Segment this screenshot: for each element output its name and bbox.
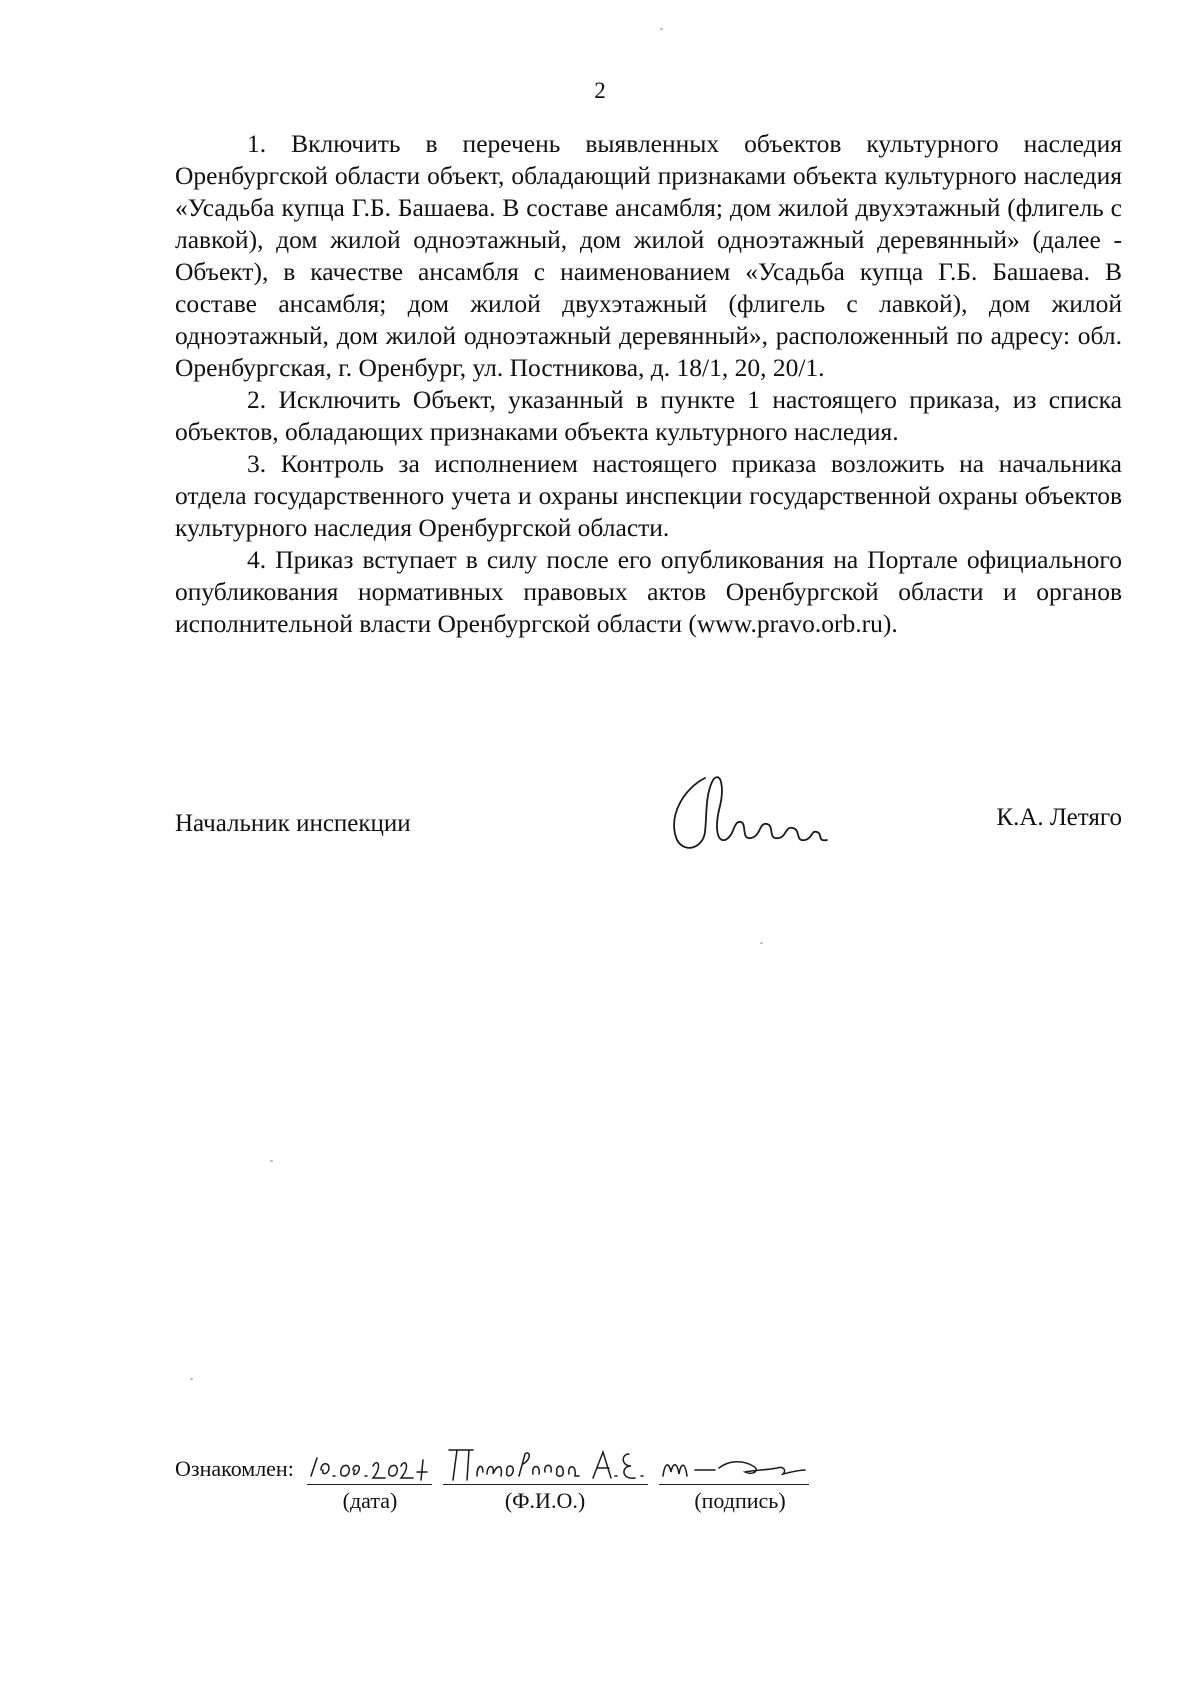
- acknowledgement-block: [175, 1436, 875, 1526]
- date-field: [307, 1436, 432, 1485]
- paragraph-3: 3. Контроль за исполнением настоящего приказа возложить на начальника отдела государственного учета и охраны инспекции государственной охраны объектов культурного наследия Оренбургской области.: [175, 449, 1122, 542]
- signature-caption: (подпись): [694, 1488, 786, 1513]
- handwritten-initials: [659, 1436, 809, 1484]
- signer-title: Начальник инспекции: [175, 810, 411, 837]
- handwritten-signature: [655, 770, 835, 860]
- date-caption: (дата): [342, 1488, 398, 1513]
- scan-speck: [760, 942, 763, 944]
- paragraph-4: 4. Приказ вступает в силу после его опубликования на Портале официального опубликования нормативных правовых актов Оренбургской области и органов исполнительной власти Оренбургской области (www.pravo.orb.ru).: [175, 545, 1122, 638]
- signer-name: К.А. Летяго: [996, 804, 1122, 831]
- acknowledgement-label: Ознакомлен:: [175, 1456, 294, 1481]
- signature-block: [175, 780, 1122, 880]
- scan-speck: [660, 28, 663, 30]
- document-body: [175, 128, 1122, 640]
- handwritten-name: [443, 1436, 648, 1484]
- name-caption: (Ф.И.О.): [504, 1488, 586, 1513]
- paragraph-1: 1. Включить в перечень выявленных объектов культурного наследия Оренбургской области объект, обладающий признаками объекта культурного наследия «Усадьба купца Г.Б. Башаева. В составе ансамбля; дом жилой двухэтажный (флигель с лавкой), дом жилой одноэтажный, дом жилой одноэтажный деревянный» (далее - Объект), в качестве ансамбля с наименованием «Усадьба купца Г.Б. Башаева. В составе ансамбля; дом жилой двухэтажный (флигель с лавкой), дом жилой одноэтажный, дом жилой одноэтажный деревянный», расположенный по адресу: обл. Оренбургская, г. Оренбург, ул. Постникова, д. 18/1, 20, 20/1.: [175, 129, 1122, 382]
- scan-speck: [190, 1378, 193, 1380]
- handwritten-date: [307, 1436, 432, 1484]
- page-number: 2: [594, 78, 606, 103]
- paragraph-2: 2. Исключить Объект, указанный в пункте 1 настоящего приказа, из списка объектов, обладающих признаками объекта культурного наследия.: [175, 385, 1122, 446]
- signature-field: [659, 1436, 809, 1485]
- name-field: [443, 1436, 648, 1485]
- scan-speck: [270, 1160, 273, 1162]
